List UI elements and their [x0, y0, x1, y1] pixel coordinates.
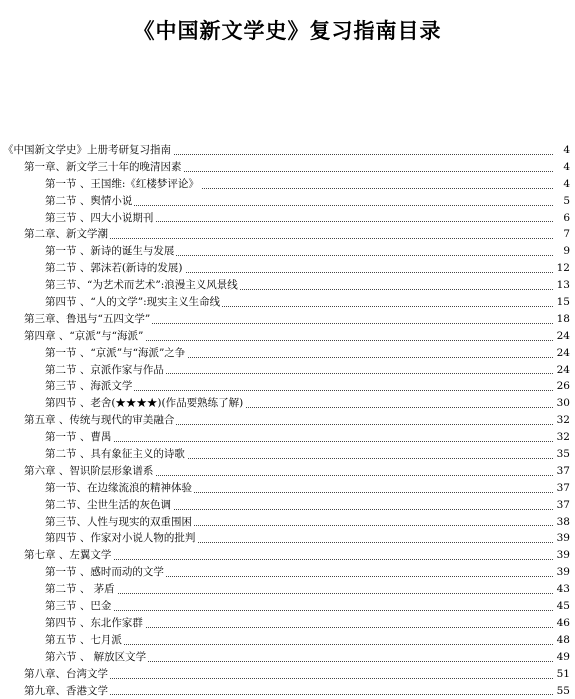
- toc-entry-title[interactable]: 第二章、新文学潮: [24, 226, 110, 243]
- toc-chapter-entry[interactable]: [0, 226, 575, 243]
- toc-entry-title[interactable]: 第五章 、传统与现代的审美融合: [24, 412, 176, 429]
- toc-entry-title[interactable]: 第六章 、智识阶层形象谱系: [24, 463, 155, 480]
- toc-page-number[interactable]: 18: [554, 311, 570, 328]
- table-of-contents: [0, 142, 575, 699]
- toc-section-entry[interactable]: [0, 598, 575, 615]
- toc-section-entry[interactable]: [0, 210, 575, 227]
- toc-page-number[interactable]: 9: [554, 243, 570, 260]
- toc-entry-title[interactable]: 第一节 、曹禺: [45, 429, 113, 446]
- toc-entry-title[interactable]: 第四章 、“京派”与“海派”: [24, 328, 145, 345]
- toc-page-number[interactable]: 4: [554, 159, 570, 176]
- toc-page-number[interactable]: 43: [554, 581, 570, 598]
- toc-entry-title[interactable]: 第二节 、 茅盾: [45, 581, 117, 598]
- toc-entry-title[interactable]: 第一节 、“京派”与“海派”之争: [45, 345, 187, 362]
- toc-section-entry[interactable]: [0, 277, 575, 294]
- toc-section-entry[interactable]: [0, 564, 575, 581]
- toc-entry-title[interactable]: 《中国新文学史》上册考研复习指南: [3, 142, 173, 159]
- toc-page-number[interactable]: 51: [554, 666, 570, 683]
- toc-section-entry[interactable]: [0, 260, 575, 277]
- toc-page-number[interactable]: 37: [554, 497, 570, 514]
- toc-section-entry[interactable]: [0, 378, 575, 395]
- toc-page-number[interactable]: 4: [554, 176, 570, 193]
- toc-section-entry[interactable]: [0, 345, 575, 362]
- toc-section-entry[interactable]: [0, 243, 575, 260]
- toc-entry-title[interactable]: 第二节 、郭沫若(新诗的发展): [45, 260, 185, 277]
- toc-chapter-entry[interactable]: [0, 547, 575, 564]
- toc-page-number[interactable]: 39: [554, 547, 570, 564]
- toc-page-number[interactable]: 15: [554, 294, 570, 311]
- toc-entry-title[interactable]: 第四节 、东北作家群: [45, 615, 145, 632]
- toc-entry-title[interactable]: 第四节 、“人的文学”:现实主义生命线: [45, 294, 222, 311]
- toc-section-entry[interactable]: [0, 193, 575, 210]
- toc-entry-title[interactable]: 第一节 、感时而动的文学: [45, 564, 166, 581]
- toc-entry-title[interactable]: 第一节、在边缘流浪的精神体验: [45, 480, 194, 497]
- toc-page-number[interactable]: 48: [554, 632, 570, 649]
- toc-page-number[interactable]: 35: [554, 446, 570, 463]
- dot-leader: [45, 610, 557, 611]
- toc-entry-title[interactable]: 第三节、“为艺术而艺术”:浪漫主义风景线: [45, 277, 240, 294]
- toc-section-entry[interactable]: [0, 497, 575, 514]
- toc-page-number[interactable]: 4: [554, 142, 570, 159]
- toc-entry-title[interactable]: 第三节 、海派文学: [45, 378, 134, 395]
- toc-page-number[interactable]: 38: [554, 514, 570, 531]
- toc-page-number[interactable]: 32: [554, 429, 570, 446]
- toc-page-number[interactable]: 39: [554, 530, 570, 547]
- toc-chapter-entry[interactable]: [0, 412, 575, 429]
- toc-chapter-entry[interactable]: [0, 159, 575, 176]
- toc-page-number[interactable]: 39: [554, 564, 570, 581]
- toc-page-number[interactable]: 24: [554, 362, 570, 379]
- toc-page-number[interactable]: 45: [554, 598, 570, 615]
- toc-section-entry[interactable]: [0, 395, 575, 412]
- toc-entry-title[interactable]: 第四节 、老舍(★★★★)(作品要熟练了解): [45, 395, 245, 412]
- toc-section-entry[interactable]: [0, 649, 575, 666]
- toc-section-entry[interactable]: [0, 294, 575, 311]
- toc-entry-title[interactable]: 第三节 、四大小说期刊: [45, 210, 155, 227]
- toc-entry-title[interactable]: 第四节 、作家对小说人物的批判: [45, 530, 197, 547]
- toc-section-entry[interactable]: [0, 581, 575, 598]
- toc-page-number[interactable]: 24: [554, 345, 570, 362]
- toc-page-number[interactable]: 37: [554, 463, 570, 480]
- dot-leader: [45, 593, 557, 594]
- toc-page-number[interactable]: 46: [554, 615, 570, 632]
- toc-chapter-entry[interactable]: [0, 683, 575, 699]
- toc-entry-title[interactable]: 第二节 、舆情小说: [45, 193, 134, 210]
- toc-entry-title[interactable]: 第九章、香港文学: [24, 683, 110, 699]
- toc-page-number[interactable]: 5: [554, 193, 570, 210]
- toc-section-entry[interactable]: [0, 480, 575, 497]
- toc-chapter-entry[interactable]: [0, 463, 575, 480]
- toc-page-number[interactable]: 24: [554, 328, 570, 345]
- toc-entry-title[interactable]: 第三节、人性与现实的双重围困: [45, 514, 194, 531]
- toc-entry-title[interactable]: 第一章、新文学三十年的晚清因素: [24, 159, 184, 176]
- toc-section-entry[interactable]: [0, 514, 575, 531]
- toc-page-number[interactable]: 6: [554, 210, 570, 227]
- toc-entry-title[interactable]: 第五节 、七月派: [45, 632, 124, 649]
- toc-page-number[interactable]: 30: [554, 395, 570, 412]
- toc-entry-title[interactable]: 第七章 、左翼文学: [24, 547, 113, 564]
- toc-page-number[interactable]: 13: [554, 277, 570, 294]
- toc-section-entry[interactable]: [0, 446, 575, 463]
- toc-chapter-entry[interactable]: [0, 666, 575, 683]
- toc-entry-title[interactable]: 第二节 、京派作家与作品: [45, 362, 166, 379]
- toc-section-entry[interactable]: [0, 176, 575, 193]
- toc-section-entry[interactable]: [0, 615, 575, 632]
- document-title: 《中国新文学史》复习指南目录: [0, 16, 575, 46]
- toc-entry-title[interactable]: 第八章、台湾文学: [24, 666, 110, 683]
- toc-page-number[interactable]: 26: [554, 378, 570, 395]
- toc-chapter-entry[interactable]: [0, 311, 575, 328]
- toc-section-entry[interactable]: [0, 530, 575, 547]
- toc-page-number[interactable]: 49: [554, 649, 570, 666]
- toc-page-number[interactable]: 7: [554, 226, 570, 243]
- toc-entry-title[interactable]: 第六节 、 解放区文学: [45, 649, 148, 666]
- dot-leader: [45, 441, 557, 442]
- toc-entry-title[interactable]: 第三章、鲁迅与“五四文学”: [24, 311, 152, 328]
- toc-part-entry[interactable]: [0, 142, 575, 159]
- toc-entry-title[interactable]: 第一节 、王国维:《红楼梦评论》: [45, 176, 201, 193]
- toc-chapter-entry[interactable]: [0, 328, 575, 345]
- toc-entry-title[interactable]: 第三节 、巴金: [45, 598, 113, 615]
- toc-entry-title[interactable]: 第二节 、具有象征主义的诗歌: [45, 446, 187, 463]
- toc-section-entry[interactable]: [0, 429, 575, 446]
- toc-page-number[interactable]: 12: [554, 260, 570, 277]
- toc-entry-title[interactable]: 第二节、尘世生活的灰色调: [45, 497, 173, 514]
- toc-entry-title[interactable]: 第一节 、新诗的诞生与发展: [45, 243, 176, 260]
- toc-section-entry[interactable]: [0, 632, 575, 649]
- toc-section-entry[interactable]: [0, 362, 575, 379]
- toc-page-number[interactable]: 32: [554, 412, 570, 429]
- toc-page-number[interactable]: 37: [554, 480, 570, 497]
- toc-page-number[interactable]: 55: [554, 683, 570, 699]
